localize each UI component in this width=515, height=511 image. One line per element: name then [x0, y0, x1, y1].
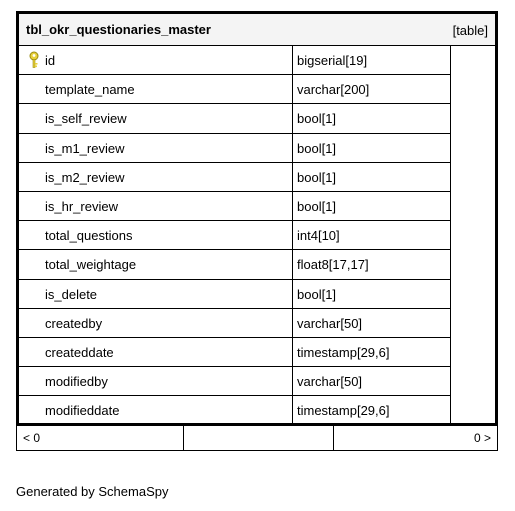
table-row[interactable]: [19, 338, 450, 367]
table-kind-label: [table]: [452, 23, 488, 38]
column-divider: [450, 46, 451, 423]
table-box: [16, 11, 498, 426]
column-type: bigserial[19]: [297, 53, 368, 68]
column-name: is_m1_review: [45, 140, 125, 156]
column-type: bool[1]: [297, 140, 337, 156]
column-type: bool[1]: [297, 111, 337, 127]
footer-divider: [333, 426, 334, 450]
table-row[interactable]: [19, 163, 450, 192]
column-type: varchar[50]: [297, 374, 363, 390]
column-name: is_hr_review: [45, 198, 118, 214]
column-name: modifieddate: [45, 403, 120, 419]
table-row[interactable]: [19, 367, 450, 396]
column-divider: [292, 46, 293, 423]
table-row[interactable]: [19, 250, 450, 279]
table-row[interactable]: [19, 192, 450, 221]
column-type: float8[17,17]: [297, 257, 369, 273]
table-name[interactable]: tbl_okr_questionaries_master: [26, 22, 211, 37]
column-name: total_questions: [45, 228, 133, 244]
child-count[interactable]: 0 >: [473, 431, 491, 445]
column-type: bool[1]: [297, 198, 337, 214]
column-name: is_self_review: [45, 111, 127, 127]
column-name: total_weightage: [45, 257, 137, 273]
column-type: timestamp[29,6]: [297, 403, 390, 419]
table-row[interactable]: [19, 75, 450, 104]
table-row[interactable]: [19, 46, 450, 75]
table-row[interactable]: [19, 280, 450, 309]
table-row[interactable]: [19, 104, 450, 133]
table-footer: [16, 426, 498, 451]
table-row[interactable]: [19, 309, 450, 338]
table-row[interactable]: [19, 221, 450, 250]
column-type: bool[1]: [297, 286, 337, 302]
column-type: varchar[200]: [297, 82, 370, 98]
column-name: is_delete: [45, 286, 98, 302]
parent-count[interactable]: < 0: [23, 431, 41, 445]
column-name: createddate: [45, 344, 114, 360]
column-name: id: [45, 53, 56, 68]
primary-key-icon: [28, 51, 40, 69]
column-type: varchar[50]: [297, 315, 363, 331]
column-type: bool[1]: [297, 169, 337, 185]
footer-divider: [183, 426, 184, 450]
column-name: createdby: [45, 315, 103, 331]
generated-by-note: Generated by SchemaSpy: [16, 484, 169, 499]
table-row[interactable]: [19, 396, 450, 425]
column-type: int4[10]: [297, 228, 340, 244]
column-list: [19, 46, 450, 425]
column-name: template_name: [45, 82, 135, 98]
column-name: is_m2_review: [45, 169, 125, 185]
table-header: [19, 14, 495, 46]
column-name: modifiedby: [45, 374, 108, 390]
table-row[interactable]: [19, 134, 450, 163]
column-type: timestamp[29,6]: [297, 344, 390, 360]
